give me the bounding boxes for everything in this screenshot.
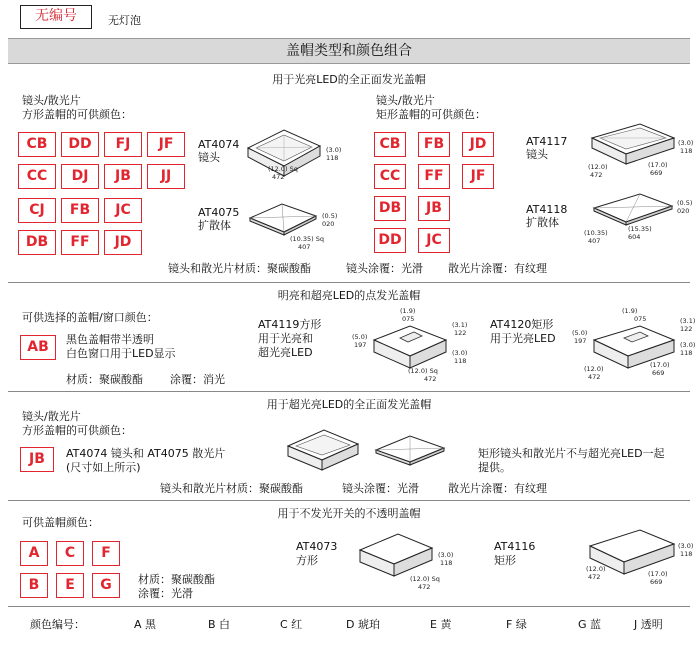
at4116-type: 矩形 [494,554,516,567]
at4075-model: AT4075 [198,206,240,219]
at4075-type: 扩散体 [198,219,231,232]
color-code: DD [61,132,99,157]
section4-title: 用于不发光开关的不透明盖帽 [277,507,421,520]
at4074-dim-1: (3.0) [326,146,342,154]
s3-desc-1: AT4074 镜头和 AT4075 散光片 [66,447,226,460]
at4119-dim-5: (5.0) [352,333,368,341]
at4120-dim-3: (3.1) [680,317,696,325]
s3-note-1: 矩形镜头和散光片不与超光亮LED一起 [478,447,665,460]
color-code: FF [418,164,450,189]
s2-material: 材质：聚碳酸酯 [66,373,143,386]
at4120-dim-6: 197 [574,337,587,345]
at4119-dim-1: (1.9) [400,307,416,315]
color-code: A [20,541,48,566]
at4116-dim-4: 472 [588,573,601,581]
color-code: JC [418,228,450,253]
color-legend-item: E 黄 [430,618,452,631]
color-code: CB [18,132,56,157]
color-legend-item: D 琥珀 [346,618,380,631]
at4120-dim-7: (3.0) [680,341,696,349]
at4116-dim-5: (17.0) [648,570,668,578]
at4073-dim-3: (12.0) Sq [410,575,440,583]
at4118-dim-6: 604 [628,233,641,241]
at4074-model: AT4074 [198,138,240,151]
color-code: FB [61,198,99,223]
at4116-dim-1: (3.0) [678,542,694,550]
s4-coating: 涂覆：光滑 [138,587,193,600]
at4120-dim-12: 669 [652,369,665,377]
color-legend-label: 颜色编号： [30,618,85,631]
color-code: JF [462,164,494,189]
at4075-dim-2: 020 [322,220,335,228]
at4117-dim-4: 472 [590,171,603,179]
color-code: DD [374,228,406,253]
color-code: JB [20,447,54,472]
at4118-dim-1: (0.5) [677,199,693,207]
s2-desc-2: 白色窗口用于LED显示 [66,347,176,360]
color-code: F [92,541,120,566]
at4116-dim-3: (12.0) [586,565,606,573]
at4117-dim-1: (3.0) [678,139,694,147]
s3-material: 镜头和散光片材质：聚碳酸酯 [160,482,303,495]
at4120-dim-5: (5.0) [572,329,588,337]
at4119-line-2: 用于光亮和 [258,332,313,345]
at4119-dim-7: (3.0) [452,349,468,357]
at4120-dim-8: 118 [680,349,693,357]
s3-note-2: 提供。 [478,461,511,474]
color-code: JB [418,196,450,221]
color-code: DB [18,230,56,255]
color-code: JB [104,164,142,189]
at4074-dim-4: 472 [272,173,285,181]
lens-drawing [284,424,362,476]
color-legend-item: J 透明 [634,618,663,631]
s1-diffuser-coating: 散光片涂覆：有纹理 [448,262,547,275]
no-bulb-note: 无灯泡 [108,14,141,27]
color-code: JD [104,230,142,255]
color-code: JF [147,132,185,157]
color-code: FF [61,230,99,255]
at4116-model: AT4116 [494,540,536,553]
s2-coating: 涂覆：消光 [170,373,225,386]
at4120-dim-11: (17.0) [650,361,670,369]
section1-title: 用于光亮LED的全正面发光盖帽 [272,73,426,86]
s3-heading-2: 方形盖帽的可供颜色： [22,424,132,437]
color-code: CC [374,164,406,189]
at4119-line-1: AT4119方形 [258,318,322,331]
at4073-dim-1: (3.0) [438,551,454,559]
divider [8,391,690,392]
at4074-dim-3: (12.0) Sq [268,165,298,173]
page-title: 盖帽类型和颜色组合 [8,38,690,64]
at4120-dim-1: (1.9) [622,307,638,315]
color-code: FB [418,132,450,157]
divider [8,500,690,501]
color-code: C [56,541,84,566]
at4120-dim-10: 472 [588,373,601,381]
s1-left-heading-2: 方形盖帽的可供颜色： [22,108,132,121]
color-code: DB [374,196,406,221]
at4116-dim-6: 669 [650,578,663,586]
divider [8,282,690,283]
at4120-line-2: 用于光亮LED [490,332,556,345]
at4120-dim-2: 075 [634,315,647,323]
at4075-dim-4: 407 [298,243,311,251]
at4116-dim-2: 118 [680,550,693,558]
at4120-dim-9: (12.0) [584,365,604,373]
at4117-dim-6: 669 [650,169,663,177]
s4-heading: 可供盖帽颜色： [22,516,99,529]
at4119-line-3: 超光亮LED [258,346,313,359]
s3-diffuser-coating: 散光片涂覆：有纹理 [448,482,547,495]
at4117-dim-2: 118 [680,147,693,155]
color-code: E [56,573,84,598]
at4118-dim-3: (10.35) [584,229,608,237]
at4119-dim-9: (12.0) Sq [408,367,438,375]
at4120-line-1: AT4120矩形 [490,318,554,331]
at4119-dim-3: (3.1) [452,321,468,329]
s3-desc-2: (尺寸如上所示) [66,461,141,474]
s3-lens-coating: 镜头涂覆：光滑 [342,482,419,495]
s2-desc-1: 黑色盖帽带半透明 [66,333,154,346]
at4073-dim-2: 118 [440,559,453,567]
at4118-dim-2: 020 [677,207,690,215]
color-legend-item: C 红 [280,618,303,631]
color-code: AB [20,335,56,360]
color-code: DJ [61,164,99,189]
at4073-type: 方形 [296,554,318,567]
color-legend-item: B 白 [208,618,231,631]
s1-material: 镜头和散光片材质：聚碳酸酯 [168,262,311,275]
no-number-tag: 无编号 [20,5,92,29]
s1-left-heading-1: 镜头/散光片 [22,94,81,107]
color-code: CJ [18,198,56,223]
color-code: JD [462,132,494,157]
at4075-dim-1: (0.5) [322,212,338,220]
section2-title: 明亮和超亮LED的点发光盖帽 [277,289,421,302]
diffuser-drawing [372,432,448,470]
at4074-type: 镜头 [198,151,220,164]
s1-right-heading-2: 矩形盖帽的可供颜色： [376,108,486,121]
at4073-dim-4: 472 [418,583,431,591]
color-code: JJ [147,164,185,189]
at4117-type: 镜头 [526,148,548,161]
divider [8,606,690,607]
at4118-model: AT4118 [526,203,568,216]
at4117-dim-5: (17.0) [648,161,668,169]
at4119-dim-10: 472 [424,375,437,383]
at4119-dim-6: 197 [354,341,367,349]
color-code: CB [374,132,406,157]
at4120-dim-4: 122 [680,325,693,333]
at4117-model: AT4117 [526,135,568,148]
at4118-dim-5: (15.35) [628,225,652,233]
s4-material: 材质：聚碳酸酯 [138,573,215,586]
color-code: JC [104,198,142,223]
at4073-model: AT4073 [296,540,338,553]
at4074-dim-2: 118 [326,154,339,162]
color-code: B [20,573,48,598]
at4119-dim-8: 118 [454,357,467,365]
color-legend-item: A 黑 [134,618,157,631]
color-legend-item: G 蓝 [578,618,602,631]
s3-heading-1: 镜头/散光片 [22,410,81,423]
s1-lens-coating: 镜头涂覆：光滑 [346,262,423,275]
at4117-dim-3: (12.0) [588,163,608,171]
at4118-type: 扩散体 [526,216,559,229]
at4119-dim-2: 075 [402,315,415,323]
color-code: G [92,573,120,598]
color-legend-item: F 绿 [506,618,527,631]
at4119-dim-4: 122 [454,329,467,337]
color-code: FJ [104,132,142,157]
color-code: CC [18,164,56,189]
section3-title: 用于超光亮LED的全正面发光盖帽 [266,398,432,411]
s2-heading: 可供选择的盖帽/窗口颜色： [22,311,158,324]
at4118-dim-4: 407 [588,237,601,245]
at4075-dim-3: (10.35) Sq [290,235,324,243]
s1-right-heading-1: 镜头/散光片 [376,94,435,107]
